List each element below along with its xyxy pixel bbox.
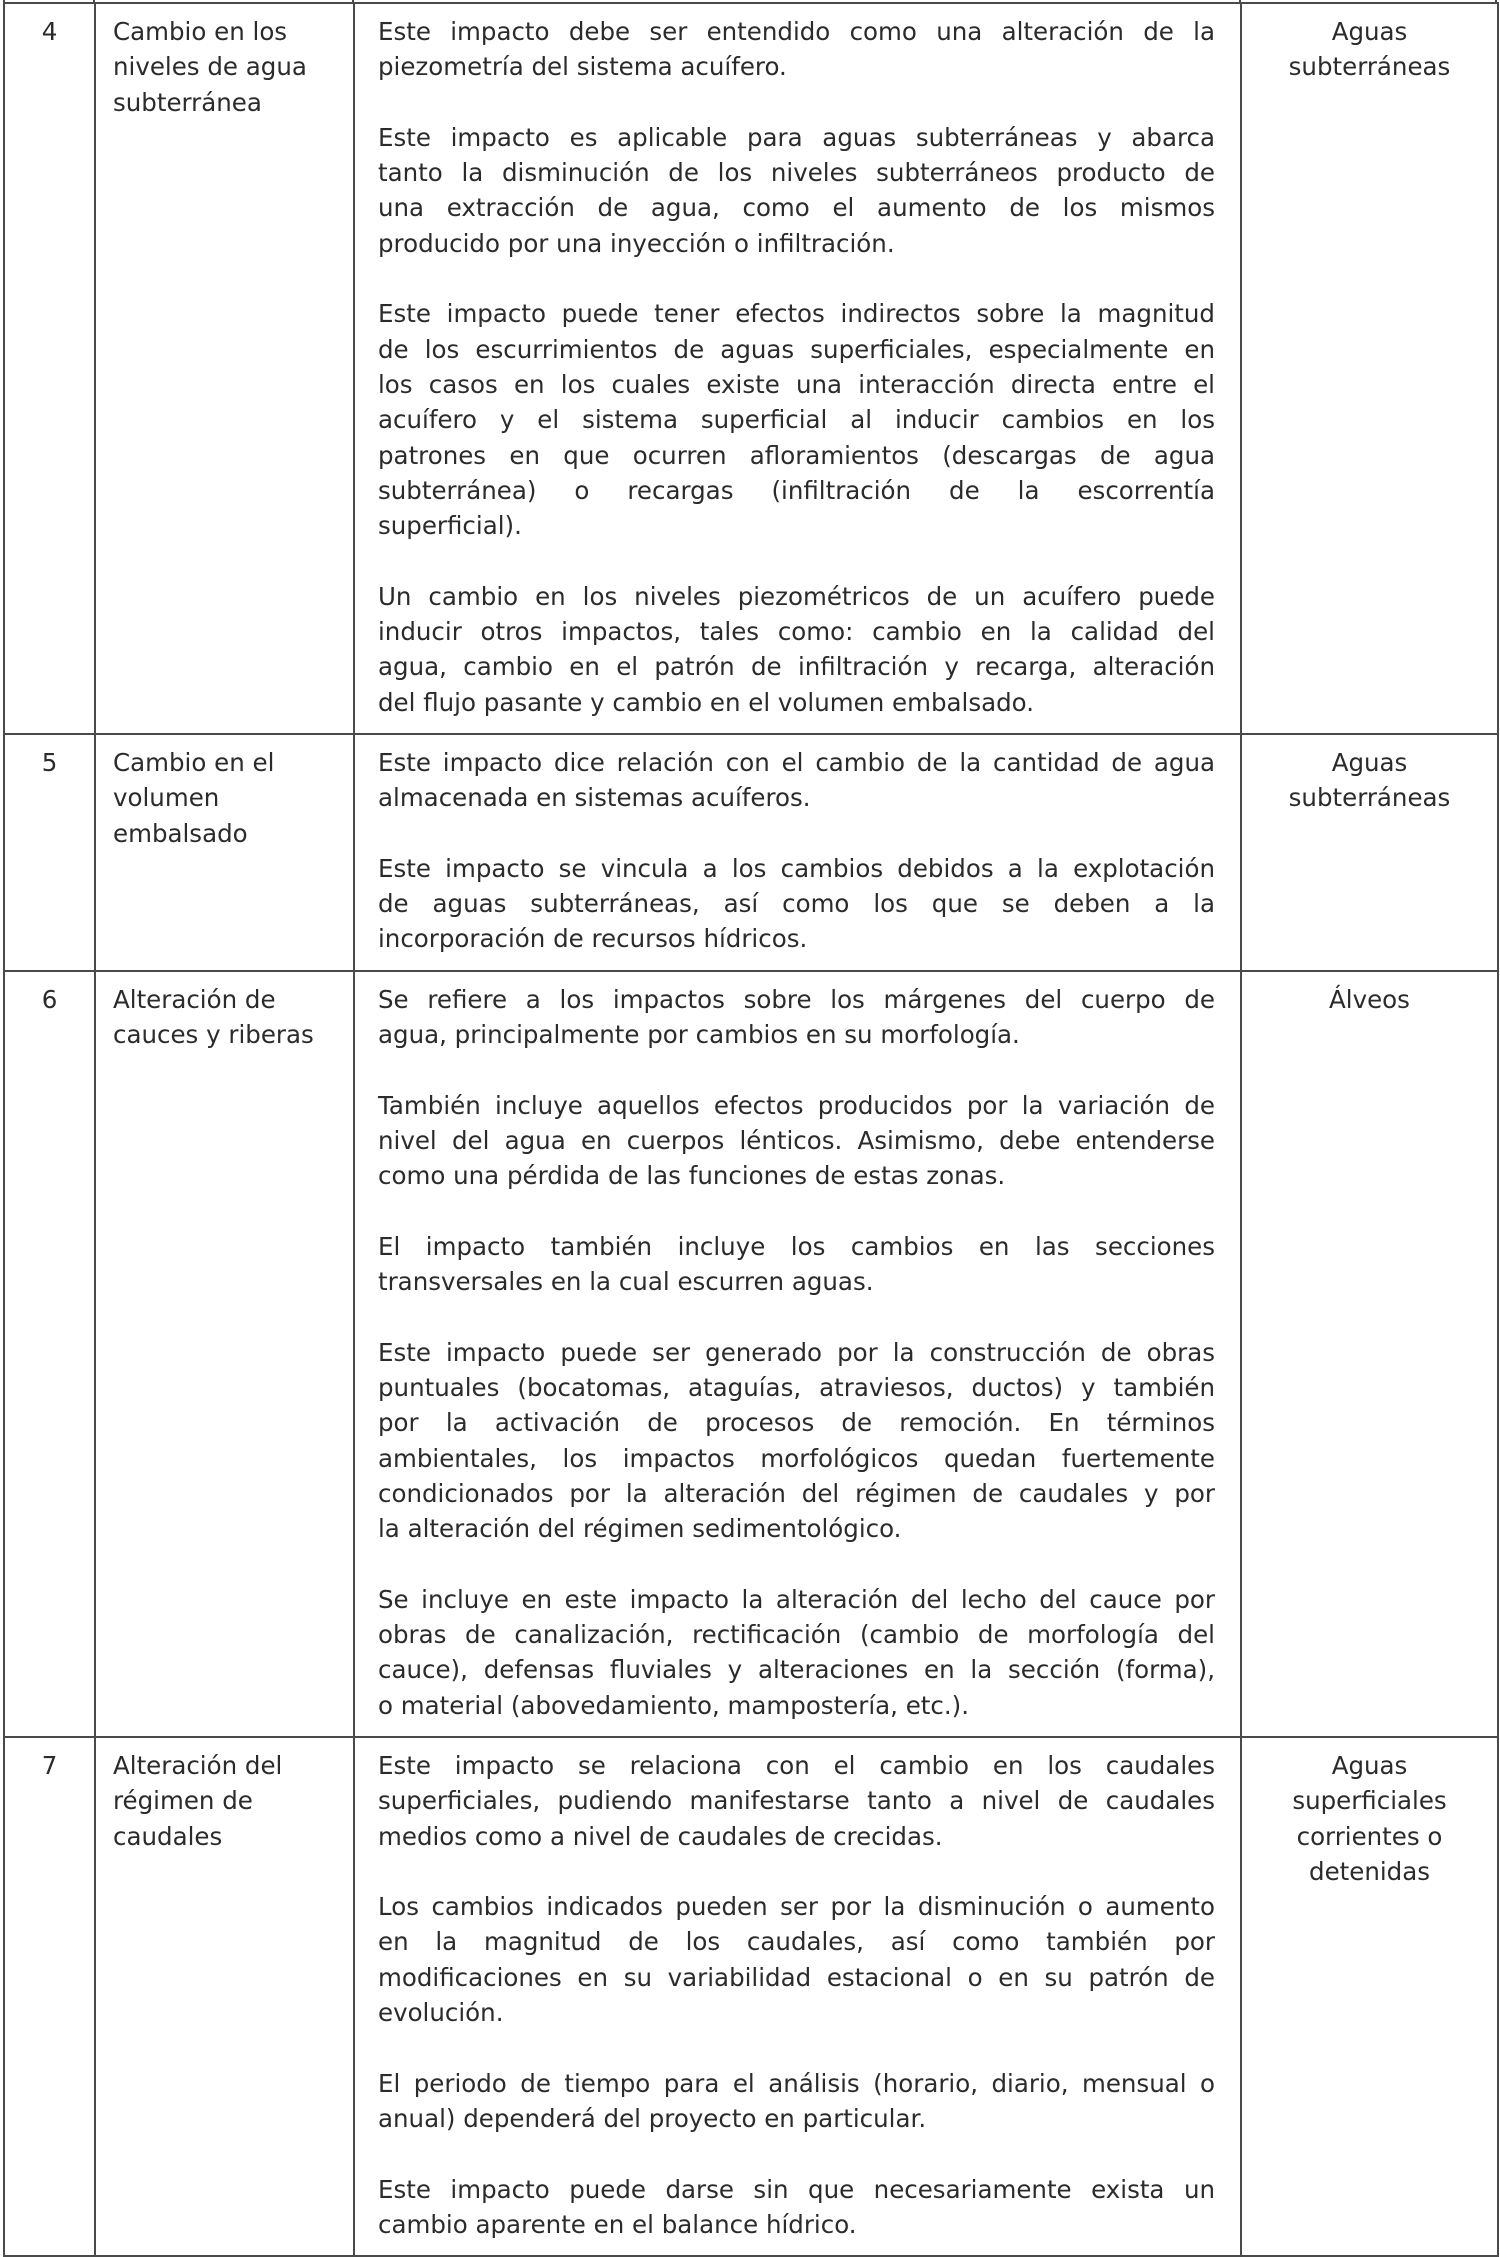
table-row [4, 3, 1498, 734]
affected-component-line: subterráneas [1288, 783, 1451, 813]
description-paragraph [378, 1889, 1215, 2030]
impact-name-line: Alteración del [113, 1750, 283, 1780]
description-paragraph [378, 1229, 1215, 1300]
description-line: incorporación de recursos hídricos. [378, 924, 808, 954]
table-row [4, 1737, 1498, 2256]
impact-name-cell [95, 3, 354, 734]
description-line: almacenada en sistemas acuíferos. [378, 783, 811, 813]
description-paragraph [378, 14, 1215, 85]
description-line: acuífero y el sistema superficial al inducir cambios en los [378, 405, 1215, 435]
impact-name-line: caudales [113, 1821, 223, 1851]
affected-component-cell [1241, 734, 1498, 971]
description-line: puntuales (bocatomas, ataguías, atraviesos, ductos) y también [378, 1372, 1215, 1402]
description-paragraph [378, 1335, 1215, 1547]
description-line: subterránea) o recargas (infiltración de la escorrentía [378, 475, 1215, 505]
description-line: El periodo de tiempo para el análisis (horario, diario, mensual o [378, 2068, 1215, 2098]
impact-name-line: niveles de agua [113, 52, 307, 82]
impact-description-cell [354, 971, 1241, 1737]
description-line: agua, cambio en el patrón de infiltración y recarga, alteración [378, 652, 1215, 682]
description-line: El impacto también incluye los cambios en las secciones [378, 1231, 1215, 1261]
impact-name-line: subterránea [113, 87, 262, 117]
impact-description-cell [354, 3, 1241, 734]
description-line: transversales en la cual escurren aguas. [378, 1267, 874, 1297]
description-line: También incluye aquellos efectos producidos por la variación de [378, 1090, 1215, 1120]
description-line: por la activación de procesos de remoción. En términos [378, 1408, 1215, 1438]
description-line: Este impacto se relaciona con el cambio en los caudales [378, 1750, 1215, 1780]
impact-number: 5 [4, 734, 95, 971]
affected-component-line: Aguas [1331, 747, 1408, 777]
impact-name-cell [95, 1737, 354, 2256]
description-line: tanto la disminución de los niveles subterráneos producto de [378, 158, 1215, 188]
affected-component-cell [1241, 3, 1498, 734]
description-line: del flujo pasante y cambio en el volumen embalsado. [378, 687, 1034, 717]
description-line: Este impacto es aplicable para aguas subterráneas y abarca [378, 122, 1215, 152]
affected-component-line: Álveos [1329, 984, 1410, 1014]
description-line: Los cambios indicados pueden ser por la disminución o aumento [378, 1892, 1215, 1922]
description-line: inducir otros impactos, tales como: cambio en la calidad del [378, 617, 1215, 647]
affected-component-line: subterráneas [1288, 52, 1451, 82]
description-paragraph [378, 296, 1215, 543]
description-line: de aguas subterráneas, así como los que se deben a la [378, 889, 1215, 919]
description-paragraph [378, 982, 1215, 1053]
description-line: Este impacto dice relación con el cambio de la cantidad de agua [378, 747, 1215, 777]
description-line: superficiales, pudiendo manifestarse tanto a nivel de caudales [378, 1786, 1215, 1816]
impact-name-line: volumen [113, 783, 220, 813]
description-line: nivel del agua en cuerpos lénticos. Asimismo, debe entenderse [378, 1125, 1215, 1155]
affected-component-line: detenidas [1309, 1856, 1430, 1886]
affected-component-cell [1241, 1737, 1498, 2256]
description-line: medios como a nivel de caudales de crecidas. [378, 1821, 943, 1851]
description-line: anual) dependerá del proyecto en particular. [378, 2103, 927, 2133]
affected-component-line: superficiales [1292, 1786, 1447, 1816]
description-line: evolución. [378, 1998, 504, 2028]
description-paragraph [378, 1582, 1215, 1723]
description-line: una extracción de agua, como el aumento de los mismos [378, 193, 1215, 223]
description-paragraph [378, 2066, 1215, 2137]
description-line: condicionados por la alteración del régimen de caudales y por [378, 1478, 1215, 1508]
description-line: piezometría del sistema acuífero. [378, 52, 787, 82]
impact-name-cell [95, 971, 354, 1737]
impact-number: 6 [4, 971, 95, 1737]
affected-component-cell [1241, 971, 1498, 1737]
impact-name-line: embalsado [113, 818, 248, 848]
description-line: Este impacto puede tener efectos indirectos sobre la magnitud [378, 299, 1215, 329]
description-line: agua, principalmente por cambios en su morfología. [378, 1020, 1020, 1050]
description-line: Este impacto puede darse sin que necesariamente exista un [378, 2174, 1215, 2204]
description-line: en la magnitud de los caudales, así como también por [378, 1927, 1215, 1957]
description-line: la alteración del régimen sedimentológico. [378, 1514, 902, 1544]
description-line: producido por una inyección o infiltración. [378, 228, 895, 258]
description-line: cauce), defensas fluviales y alteraciones en la sección (forma), [378, 1655, 1215, 1685]
description-line: superficial). [378, 511, 522, 541]
description-line: cambio aparente en el balance hídrico. [378, 2209, 857, 2239]
description-line: los casos en los cuales existe una interacción directa entre el [378, 369, 1215, 399]
description-line: como una pérdida de las funciones de estas zonas. [378, 1161, 1006, 1191]
impacts-table [3, 2, 1499, 2257]
table-row [4, 734, 1498, 971]
impact-name-line: Alteración de [113, 984, 276, 1014]
impacts-table-body [4, 3, 1498, 2256]
impact-description-cell [354, 734, 1241, 971]
impact-number: 4 [4, 3, 95, 734]
affected-component-line: Aguas [1331, 17, 1408, 46]
description-paragraph [378, 851, 1215, 957]
description-line: de los escurrimientos de aguas superficiales, especialmente en [378, 334, 1215, 364]
affected-component-line: corrientes o [1296, 1821, 1443, 1851]
description-line: o material (abovedamiento, mampostería, etc.). [378, 1690, 970, 1720]
description-paragraph [378, 745, 1215, 816]
description-line: Un cambio en los niveles piezométricos de un acuífero puede [378, 581, 1215, 611]
description-paragraph [378, 120, 1215, 261]
table-row [4, 971, 1498, 1737]
description-line: patrones en que ocurren afloramientos (descargas de agua [378, 440, 1215, 470]
description-line: ambientales, los impactos morfológicos quedan fuertemente [378, 1443, 1215, 1473]
impact-name-cell [95, 734, 354, 971]
description-line: Este impacto puede ser generado por la construcción de obras [378, 1337, 1215, 1367]
impact-name-line: Cambio en el [113, 747, 275, 777]
impact-number: 7 [4, 1737, 95, 2256]
description-line: modificaciones en su variabilidad estacional o en su patrón de [378, 1962, 1215, 1992]
description-paragraph [378, 1088, 1215, 1194]
impact-name-line: Cambio en los [113, 17, 288, 46]
description-line: Este impacto se vincula a los cambios debidos a la explotación [378, 853, 1215, 883]
description-line: obras de canalización, rectificación (cambio de morfología del [378, 1620, 1215, 1650]
impact-name-line: régimen de [113, 1786, 253, 1816]
description-paragraph [378, 1748, 1215, 1854]
description-paragraph [378, 579, 1215, 720]
description-line: Se refiere a los impactos sobre los márgenes del cuerpo de [378, 984, 1215, 1014]
description-paragraph [378, 2172, 1215, 2243]
description-line: Este impacto debe ser entendido como una alteración de la [378, 17, 1215, 46]
affected-component-line: Aguas [1331, 1750, 1408, 1780]
impact-name-line: cauces y riberas [113, 1020, 314, 1050]
description-line: Se incluye en este impacto la alteración del lecho del cauce por [378, 1584, 1215, 1614]
impact-description-cell [354, 1737, 1241, 2256]
